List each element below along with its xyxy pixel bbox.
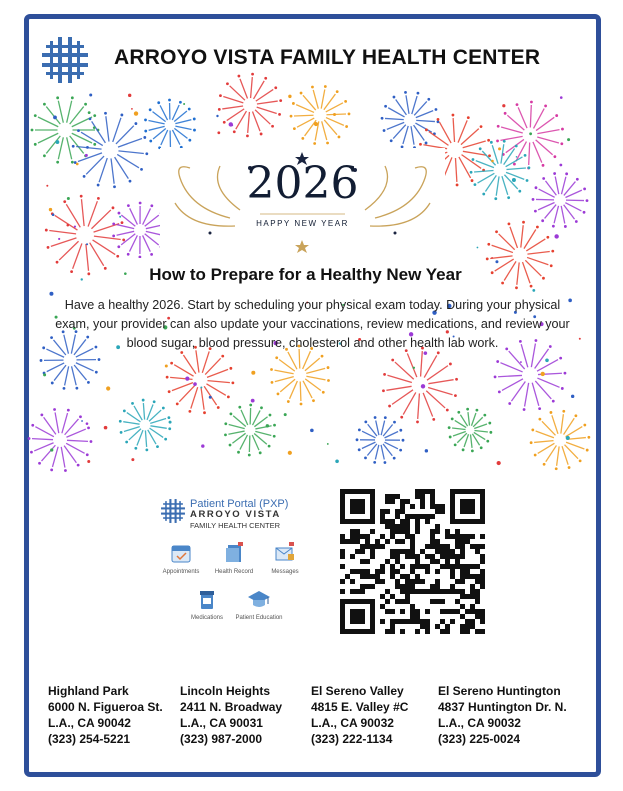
feature-label: Health Record: [214, 569, 254, 575]
confetti-dot: [491, 257, 493, 259]
health-record-icon: [223, 542, 245, 564]
location-el-sereno-valley: [311, 683, 408, 747]
firework-burst: [72, 112, 148, 188]
firework-burst: [290, 85, 351, 145]
confetti-dot: [231, 124, 233, 126]
confetti-dot: [67, 197, 70, 200]
firework-burst: [382, 347, 458, 424]
confetti-dot: [512, 178, 516, 182]
confetti-dot: [520, 361, 522, 363]
firework-burst: [381, 91, 440, 149]
patient-portal-card: [150, 490, 320, 640]
confetti-dot: [571, 395, 574, 398]
mail-icon: [274, 542, 296, 564]
portal-feature-appointments: [156, 542, 206, 575]
section-heading: How to Prepare for a Healthy New Year: [128, 258, 483, 292]
confetti-dot: [86, 243, 88, 245]
confetti-dot: [266, 424, 269, 427]
confetti-dot: [165, 364, 168, 367]
confetti-dot: [491, 160, 494, 163]
confetti-dot: [335, 459, 339, 463]
confetti-dot: [425, 449, 428, 452]
confetti-dot: [495, 260, 498, 263]
confetti-dot: [81, 420, 83, 422]
firework-burst: [530, 410, 591, 470]
portal-logo-icon: [160, 498, 186, 524]
location-street: 4815 E. Valley #C: [311, 700, 409, 714]
portal-feature-health-record: [208, 542, 260, 575]
confetti-dot: [183, 103, 185, 105]
confetti-dot: [567, 138, 570, 141]
confetti-dot: [86, 422, 89, 425]
confetti-dot: [58, 238, 60, 240]
confetti-dot: [251, 371, 255, 375]
confetti-dot: [193, 382, 197, 386]
confetti-dot: [314, 122, 318, 126]
location-lincoln-heights: [180, 683, 282, 747]
firework-burst: [270, 345, 330, 406]
firework-burst: [28, 408, 93, 472]
location-street: 2411 N. Broadway: [180, 700, 283, 714]
confetti-dot: [52, 213, 55, 216]
confetti-dot: [185, 377, 189, 381]
location-name: El Sereno Huntington: [438, 684, 561, 698]
portal-org-subname: FAMILY HEALTH CENTER: [190, 521, 281, 530]
portal-org-name: ARROYO VISTA: [190, 509, 281, 520]
firework-burst: [218, 73, 282, 138]
confetti-dot: [131, 458, 134, 461]
confetti-dot: [554, 234, 558, 238]
confetti-dot: [49, 208, 52, 211]
location-el-sereno-huntington: [438, 683, 567, 747]
feature-label: Messages: [271, 569, 299, 575]
location-name: Highland Park: [48, 684, 129, 698]
confetti-dot: [128, 94, 131, 97]
confetti-dot: [413, 367, 415, 369]
confetti-dot: [477, 247, 479, 249]
location-city: L.A., CA 90031: [180, 716, 263, 730]
confetti-dot: [134, 111, 138, 115]
pill-bottle-icon: [196, 588, 218, 610]
calendar-icon: [170, 542, 192, 564]
firework-burst: [356, 416, 405, 464]
portal-feature-patient-education: [228, 588, 290, 621]
location-phone: (323) 987-2000: [180, 732, 263, 746]
confetti-dot: [529, 132, 532, 135]
confetti-dot: [327, 443, 329, 445]
confetti-dot: [85, 154, 88, 157]
portal-feature-medications: [182, 588, 232, 621]
location-street: 4837 Huntington Dr. N.: [438, 700, 567, 714]
feature-label: Patient Education: [235, 615, 283, 621]
confetti-dot: [217, 131, 220, 134]
confetti-dot: [53, 116, 57, 120]
location-highland-park: [48, 683, 163, 747]
location-city: L.A., CA 90042: [48, 716, 131, 730]
confetti-dot: [46, 185, 48, 187]
location-name: Lincoln Heights: [180, 684, 270, 698]
portal-title: Patient Portal (PXP): [190, 498, 289, 510]
confetti-dot: [310, 429, 314, 433]
intro-paragraph: Have a healthy 2026. Start by scheduling your physical exam today. During your physical exam, your provider can also update your vaccinations, review medications, and review your blood sugar, blood pressure, cholesterol and other health lab work.: [55, 298, 570, 350]
new-year-banner: [160, 148, 445, 256]
confetti-dot: [579, 338, 581, 340]
confetti-dot: [201, 444, 204, 447]
confetti-dot: [55, 140, 59, 144]
confetti-dot: [88, 111, 91, 114]
confetti-dot: [169, 421, 172, 424]
confetti-dot: [66, 224, 69, 227]
firework-burst: [31, 96, 100, 163]
confetti-dot: [288, 451, 292, 455]
firework-burst: [532, 172, 589, 228]
confetti-dot: [74, 225, 76, 227]
confetti-dot: [284, 413, 287, 416]
confetti-dot: [545, 358, 549, 362]
confetti-dot: [50, 448, 53, 451]
page-title: ARROYO VISTA FAMILY HEALTH CENTER: [114, 46, 541, 69]
confetti-dot: [104, 426, 108, 430]
confetti-dot: [43, 373, 46, 376]
confetti-dot: [421, 384, 425, 388]
location-city: L.A., CA 90032: [311, 716, 394, 730]
confetti-dot: [209, 396, 212, 399]
confetti-dot: [497, 461, 501, 465]
confetti-dot: [532, 289, 535, 292]
confetti-dot: [333, 113, 336, 116]
qr-code-icon[interactable]: [338, 488, 488, 636]
banner-year: 2026: [246, 158, 359, 209]
confetti-dot: [559, 164, 562, 167]
confetti-dot: [87, 460, 90, 463]
confetti-dot: [560, 96, 563, 99]
confetti-dot: [119, 216, 121, 218]
confetti-dot: [76, 163, 79, 166]
firework-burst: [144, 99, 196, 152]
location-name: El Sereno Valley: [311, 684, 404, 698]
portal-feature-messages: [262, 542, 308, 575]
confetti-dot: [502, 104, 505, 107]
feature-label: Appointments: [162, 569, 200, 575]
confetti-dot: [251, 399, 255, 403]
confetti-dot: [86, 146, 89, 149]
confetti-dot: [541, 372, 545, 376]
location-phone: (323) 254-5221: [48, 732, 131, 746]
confetti-dot: [566, 436, 570, 440]
confetti-dot: [288, 95, 291, 98]
confetti-dot: [81, 278, 83, 280]
firework-burst: [119, 399, 171, 452]
confetti-dot: [216, 115, 218, 117]
firework-burst: [448, 408, 493, 453]
firework-burst: [224, 404, 276, 457]
confetti-dot: [498, 147, 501, 150]
feature-label: Medications: [190, 615, 223, 621]
location-phone: (323) 225-0024: [438, 732, 521, 746]
firework-burst: [486, 221, 554, 289]
confetti-dot: [89, 94, 92, 97]
location-city: L.A., CA 90032: [438, 716, 521, 730]
location-phone: (323) 222-1134: [311, 732, 393, 746]
confetti-dot: [516, 156, 518, 158]
confetti-dot: [93, 126, 96, 129]
cross-grid-logo-icon: [40, 35, 90, 85]
firework-burst: [166, 346, 235, 414]
graduation-cap-icon: [247, 588, 271, 610]
confetti-dot: [106, 386, 110, 390]
confetti-dot: [200, 387, 202, 389]
confetti-dot: [131, 108, 133, 110]
banner-tagline: HAPPY NEW YEAR: [256, 219, 349, 228]
location-street: 6000 N. Figueroa St.: [48, 700, 163, 714]
confetti-dot: [124, 272, 127, 275]
